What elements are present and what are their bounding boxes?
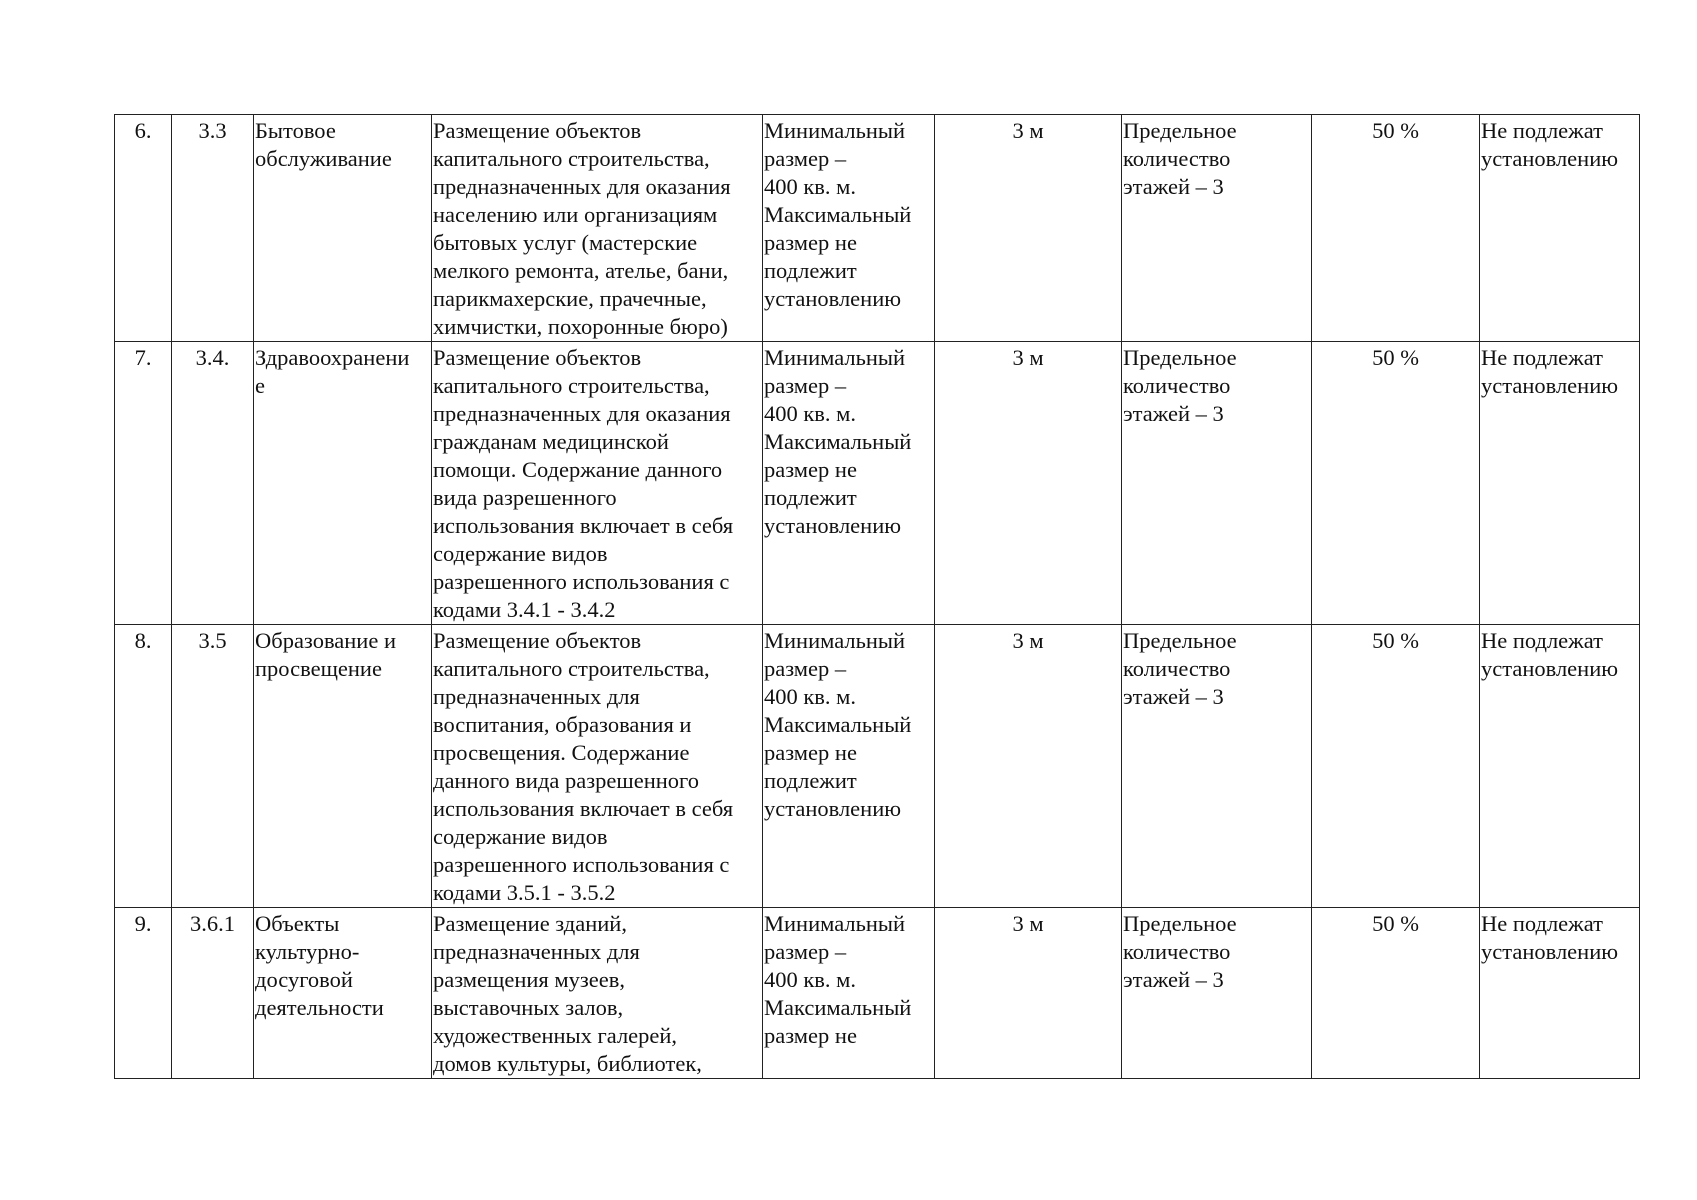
use-name: Объекты культурно- досуговой деятельности bbox=[254, 908, 432, 1079]
land-use-table bbox=[114, 114, 1640, 1079]
table-row bbox=[115, 115, 1640, 342]
use-name: Образование и просвещение bbox=[254, 625, 432, 908]
floor-limit: Предельное количество этажей – 3 bbox=[1122, 115, 1312, 342]
use-description: Размещение зданий, предназначенных для размещения музеев, выставочных залов, художественных галерей, домов культуры, библиотек, bbox=[432, 908, 763, 1079]
use-code: 3.4. bbox=[172, 342, 254, 625]
floor-limit: Предельное количество этажей – 3 bbox=[1122, 908, 1312, 1079]
table-row bbox=[115, 625, 1640, 908]
other-limits: Не подлежат установлению bbox=[1480, 115, 1640, 342]
setback: 3 м bbox=[935, 342, 1122, 625]
use-name: Бытовое обслуживание bbox=[254, 115, 432, 342]
use-name: Здравоохранени е bbox=[254, 342, 432, 625]
row-number: 9. bbox=[115, 908, 172, 1079]
row-number: 7. bbox=[115, 342, 172, 625]
use-description: Размещение объектов капитального строительства, предназначенных для оказания населению или организациям бытовых услуг (мастерские мелкого ремонта, ателье, бани, парикмахерские, прачечные, химчистки, похоронные бюро) bbox=[432, 115, 763, 342]
floor-limit: Предельное количество этажей – 3 bbox=[1122, 625, 1312, 908]
use-code: 3.5 bbox=[172, 625, 254, 908]
coverage: 50 % bbox=[1312, 625, 1480, 908]
coverage: 50 % bbox=[1312, 908, 1480, 1079]
row-number: 8. bbox=[115, 625, 172, 908]
setback: 3 м bbox=[935, 908, 1122, 1079]
other-limits: Не подлежат установлению bbox=[1480, 342, 1640, 625]
use-description: Размещение объектов капитального строительства, предназначенных для оказания гражданам медицинской помощи. Содержание данного вида разрешенного использования включает в себя содержание видов разрешенного использования с кодами 3.4.1 - 3.4.2 bbox=[432, 342, 763, 625]
coverage: 50 % bbox=[1312, 342, 1480, 625]
floor-limit: Предельное количество этажей – 3 bbox=[1122, 342, 1312, 625]
other-limits: Не подлежат установлению bbox=[1480, 908, 1640, 1079]
plot-size: Минимальный размер – 400 кв. м. Максимальный размер не подлежит установлению bbox=[763, 625, 935, 908]
table-row bbox=[115, 908, 1640, 1079]
use-description: Размещение объектов капитального строительства, предназначенных для воспитания, образования и просвещения. Содержание данного вида разрешенного использования включает в себя содержание видов разрешенного использования с кодами 3.5.1 - 3.5.2 bbox=[432, 625, 763, 908]
use-code: 3.6.1 bbox=[172, 908, 254, 1079]
table-row bbox=[115, 342, 1640, 625]
other-limits: Не подлежат установлению bbox=[1480, 625, 1640, 908]
use-code: 3.3 bbox=[172, 115, 254, 342]
setback: 3 м bbox=[935, 115, 1122, 342]
row-number: 6. bbox=[115, 115, 172, 342]
plot-size: Минимальный размер – 400 кв. м. Максимальный размер не bbox=[763, 908, 935, 1079]
plot-size: Минимальный размер – 400 кв. м. Максимальный размер не подлежит установлению bbox=[763, 115, 935, 342]
setback: 3 м bbox=[935, 625, 1122, 908]
coverage: 50 % bbox=[1312, 115, 1480, 342]
plot-size: Минимальный размер – 400 кв. м. Максимальный размер не подлежит установлению bbox=[763, 342, 935, 625]
